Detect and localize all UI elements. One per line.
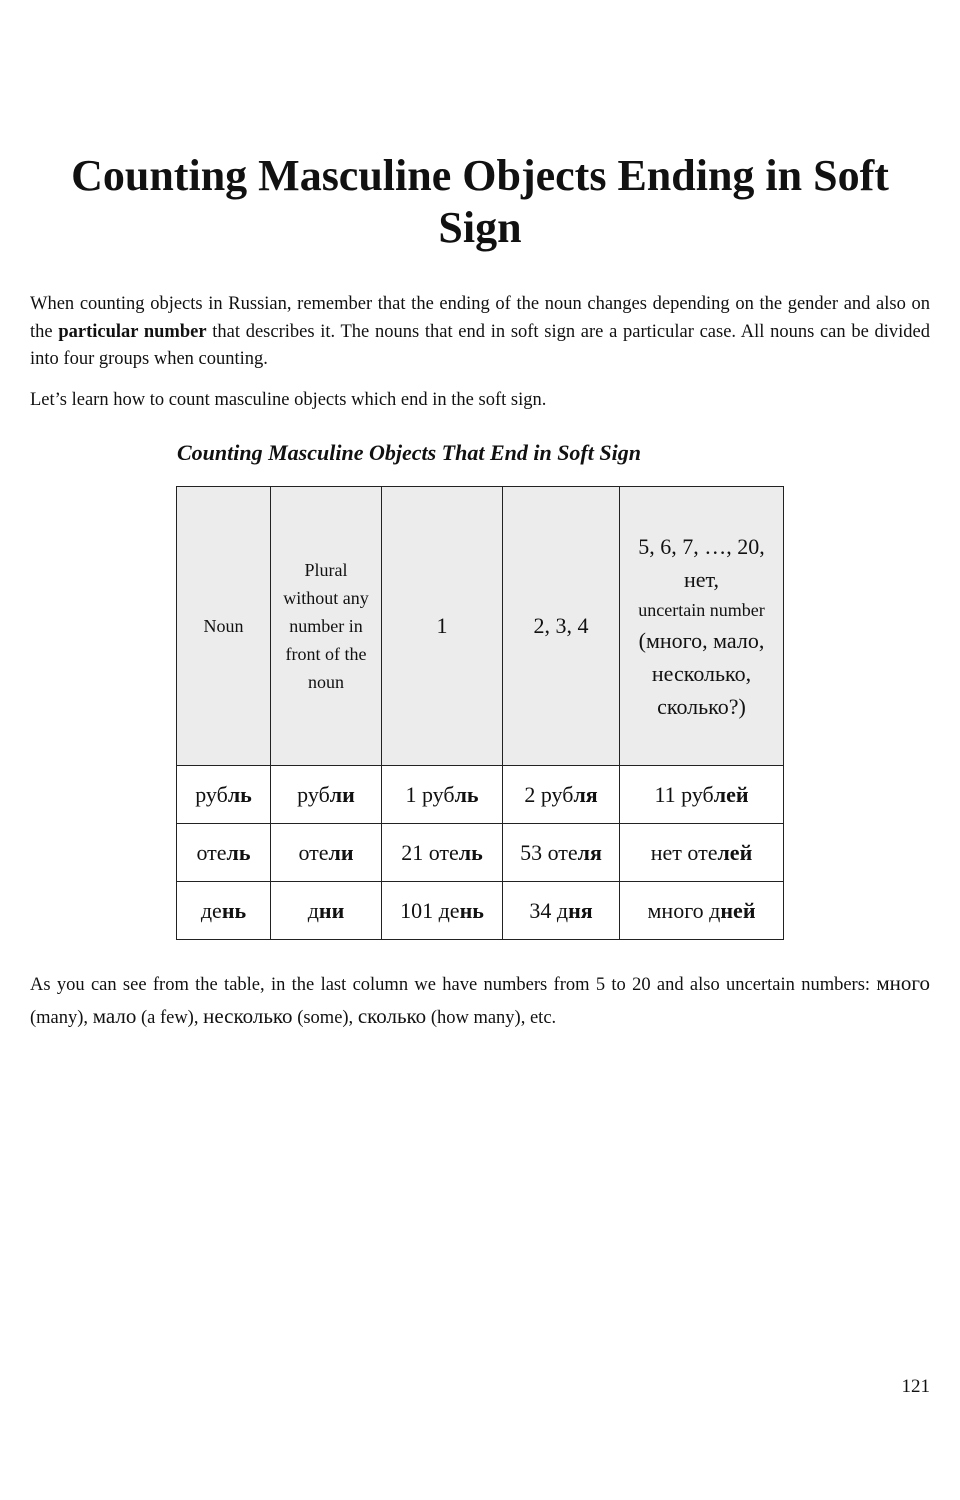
word-malo: мало [92, 1004, 137, 1028]
counting-table [176, 486, 784, 940]
intro-text-end: that describes it. The nouns that end in soft sign are a particular case. All nouns can be divided into four groups when counting. [30, 321, 930, 369]
cell-two-four: 2 рубля [503, 766, 620, 824]
page-number: 121 [901, 1376, 930, 1397]
cell-one: 1 рубль [382, 766, 503, 824]
word-skolko: сколько [357, 1004, 427, 1028]
header-one: 1 [382, 487, 503, 766]
header-five-words: (много, мало, несколько, сколько?) [638, 627, 765, 719]
cell-two-four: 53 отеля [503, 824, 620, 882]
header-five-numbers: 5, 6, 7, …, 20, нет, [638, 533, 765, 592]
cell-plural: дни [271, 882, 382, 940]
header-plural: Plural without any number in front of the noun [271, 487, 382, 766]
header-two-four: 2, 3, 4 [503, 487, 620, 766]
intro-text: When counting objects in Russian, remember that the ending of the noun changes depending on the gender and also on the [30, 294, 930, 342]
table-row [177, 882, 784, 940]
intro-bold-phrase: particular number [58, 321, 207, 342]
cell-one: 21 отель [382, 824, 503, 882]
header-noun: Noun [177, 487, 271, 766]
conclusion-paragraph: As you can see from the table, in the last column we have numbers from 5 to 20 and also uncertain numbers: много (many), мало (a few), несколько (some), сколько (how many), etc. [30, 971, 930, 1028]
cell-plural: рубли [271, 766, 382, 824]
cell-two-four: 34 дня [503, 882, 620, 940]
lead-paragraph: Let’s learn how to count masculine objects which end in the soft sign. [30, 390, 547, 410]
cell-noun: день [177, 882, 271, 940]
cell-five-plus: нет отелей [620, 824, 784, 882]
word-mnogo: много [876, 971, 930, 995]
cell-plural: отели [271, 824, 382, 882]
table-row [177, 766, 784, 824]
header-five-plus [620, 487, 784, 766]
cell-noun: рубль [177, 766, 271, 824]
table-caption: Counting Masculine Objects That End in Soft Sign [177, 440, 641, 465]
table-header-row [177, 487, 784, 766]
intro-paragraph [30, 291, 930, 374]
cell-one: 101 день [382, 882, 503, 940]
cell-five-plus: много дней [620, 882, 784, 940]
header-five-uncertain: uncertain number [638, 599, 765, 620]
word-neskolko: несколько [203, 1004, 293, 1028]
table-row [177, 824, 784, 882]
cell-five-plus: 11 рублей [620, 766, 784, 824]
cell-noun: отель [177, 824, 271, 882]
page-title: Counting Masculine Objects Ending in Soft Sign [71, 151, 889, 252]
